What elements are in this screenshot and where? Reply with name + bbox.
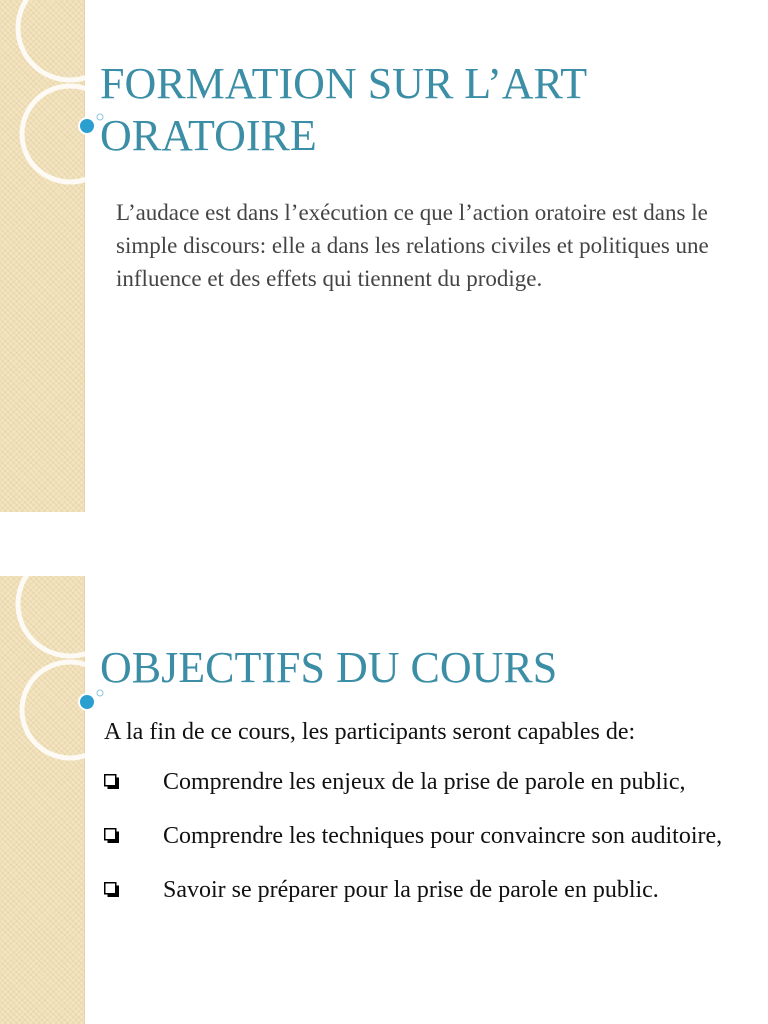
list-item-text: Savoir se préparer pour la prise de parole en public. [163, 877, 659, 903]
list-item [104, 820, 726, 852]
intro-text: A la fin de ce cours, les participants seront capables de: [104, 719, 636, 745]
list-item-text: Comprendre les techniques pour convaincre son auditoire, [163, 823, 723, 849]
slide-separator [0, 512, 768, 576]
checkbox-bullet-icon [104, 774, 119, 789]
list-item [104, 874, 726, 906]
list-item-text: Comprendre les enjeux de la prise de parole en public, [163, 769, 686, 795]
checkbox-bullet-icon [104, 828, 119, 843]
quote-text: L’audace est dans l’exécution ce que l’action oratoire est dans le simple discours: elle a dans les relations civiles et politiques une influence et des effets qui tiennent du prodige. [116, 200, 709, 291]
objectives-list [104, 766, 726, 928]
list-item [104, 766, 726, 798]
checkbox-bullet-icon [104, 882, 119, 897]
slide-title: FORMATION SUR L’ART ORATOIRE [100, 59, 587, 160]
slide-2 [0, 576, 768, 1024]
slide-title: OBJECTIFS DU COURS [100, 643, 558, 692]
